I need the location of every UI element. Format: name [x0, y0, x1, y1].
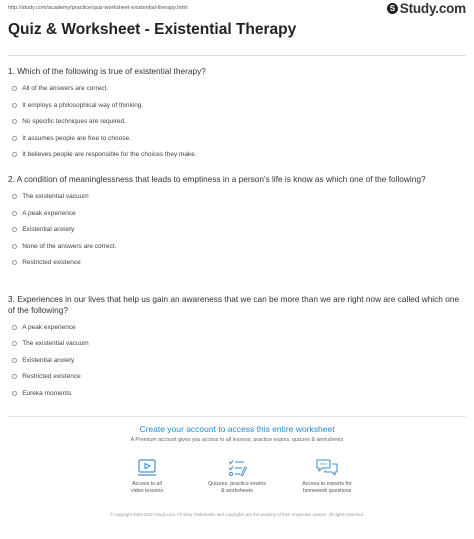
answer-option[interactable]: A peak experience: [8, 319, 466, 336]
cta-subtitle: A Premium account gives you access to all lessons, practice exams, quizzes & worksheets: [130, 437, 344, 443]
chat-bubbles-icon: [315, 458, 339, 478]
radio-icon[interactable]: [12, 358, 17, 363]
create-account-link[interactable]: Create your account to access this entire worksheet: [139, 424, 335, 434]
radio-icon[interactable]: [12, 103, 17, 108]
radio-icon[interactable]: [12, 136, 17, 141]
answer-option[interactable]: Restricted existence: [8, 255, 466, 272]
radio-icon[interactable]: [12, 152, 17, 157]
answer-option[interactable]: No specific techniques are required.: [8, 114, 466, 131]
radio-icon[interactable]: [12, 227, 17, 232]
answer-option[interactable]: All of the answers are correct.: [8, 81, 466, 98]
question-2: [8, 174, 466, 271]
logo-text: Study.com: [399, 1, 466, 16]
copyright-footer: © copyright 2003-2020 Study.com. All other trademarks and copyrights are the property of their respective owners. All rights reserved.: [110, 512, 364, 517]
feature-label: Access to experts for homework questions: [302, 481, 352, 494]
radio-icon[interactable]: [12, 86, 17, 91]
answer-option[interactable]: None of the answers are correct.: [8, 238, 466, 255]
cta-divider: [8, 416, 466, 417]
answer-option[interactable]: A peak experience: [8, 205, 466, 222]
answer-option[interactable]: It assumes people are free to choose.: [8, 130, 466, 147]
radio-icon[interactable]: [12, 260, 17, 265]
radio-icon[interactable]: [12, 119, 17, 124]
question-text: 3. Experiences in our lives that help us gain an awareness that we can be more than we are right now are called which one of the following?: [8, 294, 460, 315]
logo-icon: S: [387, 3, 398, 14]
feature-label: Access to all video lessons: [130, 481, 164, 494]
answer-option[interactable]: Eureka moments: [8, 385, 466, 402]
video-lesson-icon: [136, 458, 158, 478]
radio-icon[interactable]: [12, 391, 17, 396]
question-3: [8, 294, 466, 402]
answer-option[interactable]: Existential anxiety: [8, 352, 466, 369]
answer-option[interactable]: It believes people are responsible for the choices they make.: [8, 147, 466, 164]
page-url: http://study.com/academy/practice/quiz-worksheet-existential-therapy.html: [8, 5, 188, 11]
title-divider: [8, 55, 466, 56]
answer-option[interactable]: It employs a philosophical way of thinking.: [8, 97, 466, 114]
study-logo[interactable]: [387, 1, 466, 16]
radio-icon[interactable]: [12, 244, 17, 249]
feature-experts: [267, 458, 387, 495]
answer-option[interactable]: The existential vacuum: [8, 336, 466, 353]
answer-option[interactable]: Existential anxiety: [8, 222, 466, 239]
feature-label: Quizzes, practice exams & worksheets: [208, 481, 266, 494]
radio-icon[interactable]: [12, 325, 17, 330]
answer-option[interactable]: The existential vacuum: [8, 189, 466, 206]
question-text: 2. A condition of meaninglessness that leads to emptiness in a person's life is know as which one of the following?: [8, 174, 426, 184]
radio-icon[interactable]: [12, 194, 17, 199]
radio-icon[interactable]: [12, 211, 17, 216]
page-title: Quiz & Worksheet - Existential Therapy: [8, 21, 297, 38]
quiz-checklist-icon: [226, 458, 248, 478]
answer-option[interactable]: Restricted existence: [8, 369, 466, 386]
radio-icon[interactable]: [12, 374, 17, 379]
question-text: 1. Which of the following is true of existential therapy?: [8, 66, 206, 76]
question-1: [8, 66, 466, 163]
radio-icon[interactable]: [12, 341, 17, 346]
